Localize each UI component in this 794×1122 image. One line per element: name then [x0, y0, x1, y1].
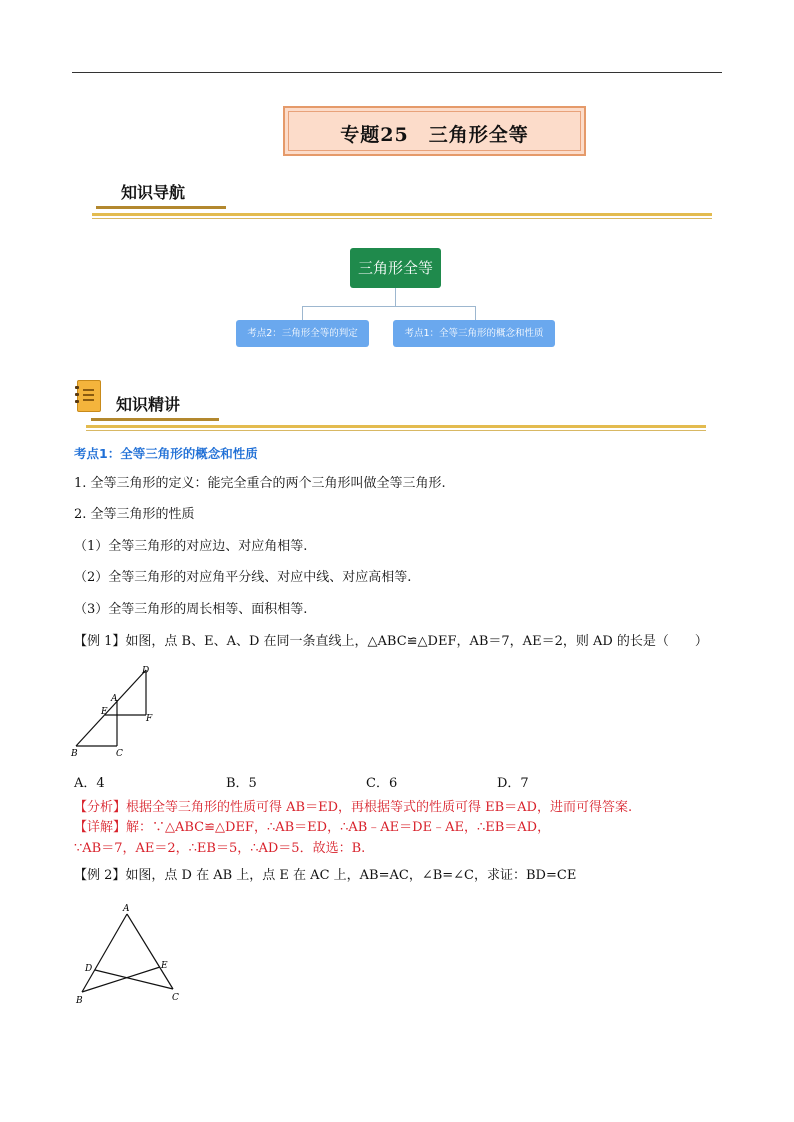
page-title: 专题25 三角形全等 — [340, 124, 529, 146]
example2-question — [74, 867, 576, 885]
section-bar-thin — [86, 430, 706, 431]
section-bar — [86, 425, 706, 428]
fig1-label-b: B — [71, 749, 78, 759]
example1-text: 如图，点 B、E、A、D 在同一条直线上，△ABC≌△DEF，AB＝7，AE＝2，则 AD 的长是（ ） — [125, 634, 708, 649]
section-bar-accent — [91, 418, 219, 421]
mindmap-connector — [395, 288, 396, 306]
fig1-label-d: D — [142, 666, 150, 676]
mindmap-connector — [475, 306, 476, 320]
fig1-label-e: E — [101, 707, 108, 717]
mindmap-root: 三角形全等 — [350, 248, 441, 288]
fig1-label-f: F — [146, 714, 153, 724]
notebook-icon — [77, 380, 101, 412]
mindmap-connector — [302, 306, 303, 320]
section-heading-nav: 知识导航 — [121, 183, 186, 202]
definition-line: 1. 全等三角形的定义：能完全重合的两个三角形叫做全等三角形. — [74, 476, 446, 491]
property-line: （3）全等三角形的周长相等、面积相等. — [74, 602, 308, 617]
fig2-label-a: A — [123, 904, 130, 914]
example1-question — [74, 633, 708, 651]
property-heading: 2. 全等三角形的性质 — [74, 507, 195, 522]
fig2-label-b: B — [76, 996, 83, 1006]
option-b: B．5 — [226, 776, 257, 791]
title-box — [283, 106, 586, 156]
mindmap-node-kp1: 考点1：全等三角形的概念和性质 — [393, 320, 555, 347]
fig1-label-c: C — [116, 749, 123, 759]
fig2-label-e: E — [161, 961, 168, 971]
header-rule — [72, 72, 722, 73]
mindmap-node-kp2: 考点2：三角形全等的判定 — [236, 320, 369, 347]
example2-text: 如图，点 D 在 AB 上，点 E 在 AC 上，AB=AC，∠B=∠C，求证：BD=CE — [125, 868, 577, 883]
example1-prefix: 【例 1】 — [74, 634, 126, 649]
section-bar-accent — [96, 206, 226, 209]
mindmap-connector — [302, 306, 475, 307]
example1-analysis: 【分析】根据全等三角形的性质可得 AB＝ED，再根据等式的性质可得 EB＝AD，进而可得答案. — [74, 800, 633, 815]
option-c: C．6 — [366, 776, 398, 791]
option-a: A．4 — [74, 776, 105, 791]
fig1-label-a: A — [111, 694, 118, 704]
section-heading-lecture: 知识精讲 — [116, 395, 181, 414]
example2-figure — [70, 898, 190, 1013]
section-bar-thin — [92, 218, 712, 219]
example1-figure — [70, 660, 170, 760]
example1-detail-line: ∵AB＝7，AE＝2，∴EB＝5，∴AD＝5．故选：B. — [74, 841, 366, 856]
fig2-label-d: D — [85, 964, 93, 974]
property-line: （2）全等三角形的对应角平分线、对应中线、对应高相等. — [74, 570, 412, 585]
section-bar — [92, 213, 712, 216]
example2-prefix: 【例 2】 — [74, 868, 126, 883]
example1-detail-line: 【详解】解：∵△ABC≌△DEF，∴AB＝ED，∴AB﹣AE＝DE﹣AE，∴EB＝AD， — [74, 820, 551, 835]
property-line: （1）全等三角形的对应边、对应角相等. — [74, 539, 308, 554]
kp1-title: 考点1：全等三角形的概念和性质 — [74, 446, 258, 461]
option-d: D．7 — [497, 776, 529, 791]
fig2-label-c: C — [172, 993, 179, 1003]
